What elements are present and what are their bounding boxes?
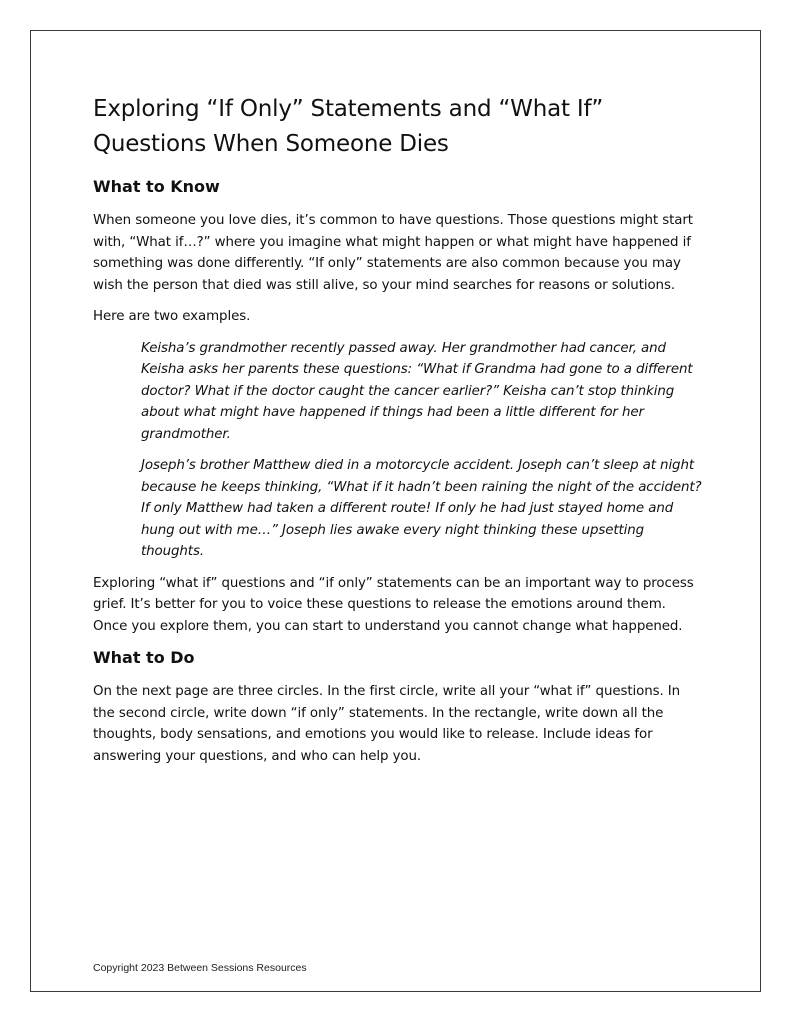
heading-what-to-know: What to Know xyxy=(93,177,220,196)
intro-paragraph: When someone you love dies, it’s common to have questions. Those questions might start with, “What if…?” where you imagine what might happen or what might have happened if something was done differently. “If only” statements are also common because you may wish the person that died was still alive, so your mind searches for reasons or solutions. xyxy=(93,213,693,293)
heading-what-to-do: What to Do xyxy=(93,648,195,667)
example-joseph: Joseph’s brother Matthew died in a motorcycle accident. Joseph can’t sleep at night because he keeps thinking, “What if it hadn’t been raining the night of the accident? If only Matthew had taken a different route! If only he had just stayed home and hung out with me…” Joseph lies awake every night thinking these upsetting thoughts. xyxy=(141,458,702,559)
example-keisha: Keisha’s grandmother recently passed away. Her grandmother had cancer, and Keisha asks her parents these questions: “What if Grandma had gone to a different doctor? What if the doctor caught the cancer earlier?” Keisha can’t stop thinking about what might have happened if things had been a little different for her grandmother. xyxy=(141,340,693,442)
closing-paragraph: Exploring “what if” questions and “if only” statements can be an important way to process grief. It’s better for you to voice these questions to release the emotions around them. Once you explore them, you can start to understand you cannot change what happened. xyxy=(93,575,694,634)
copyright-footer: Copyright 2023 Between Sessions Resources xyxy=(93,962,307,974)
document-title: Exploring “If Only” Statements and “What If” Questions When Someone Dies xyxy=(93,96,604,157)
instructions-paragraph: On the next page are three circles. In the first circle, write all your “what if” questions. In the second circle, write down “if only” statements. In the rectangle, write down all the thoughts, body sensations, and emotions you would like to release. Include ideas for answering your questions, and who can help you. xyxy=(93,684,681,764)
document-body xyxy=(93,92,703,777)
examples-intro: Here are two examples. xyxy=(93,309,251,324)
